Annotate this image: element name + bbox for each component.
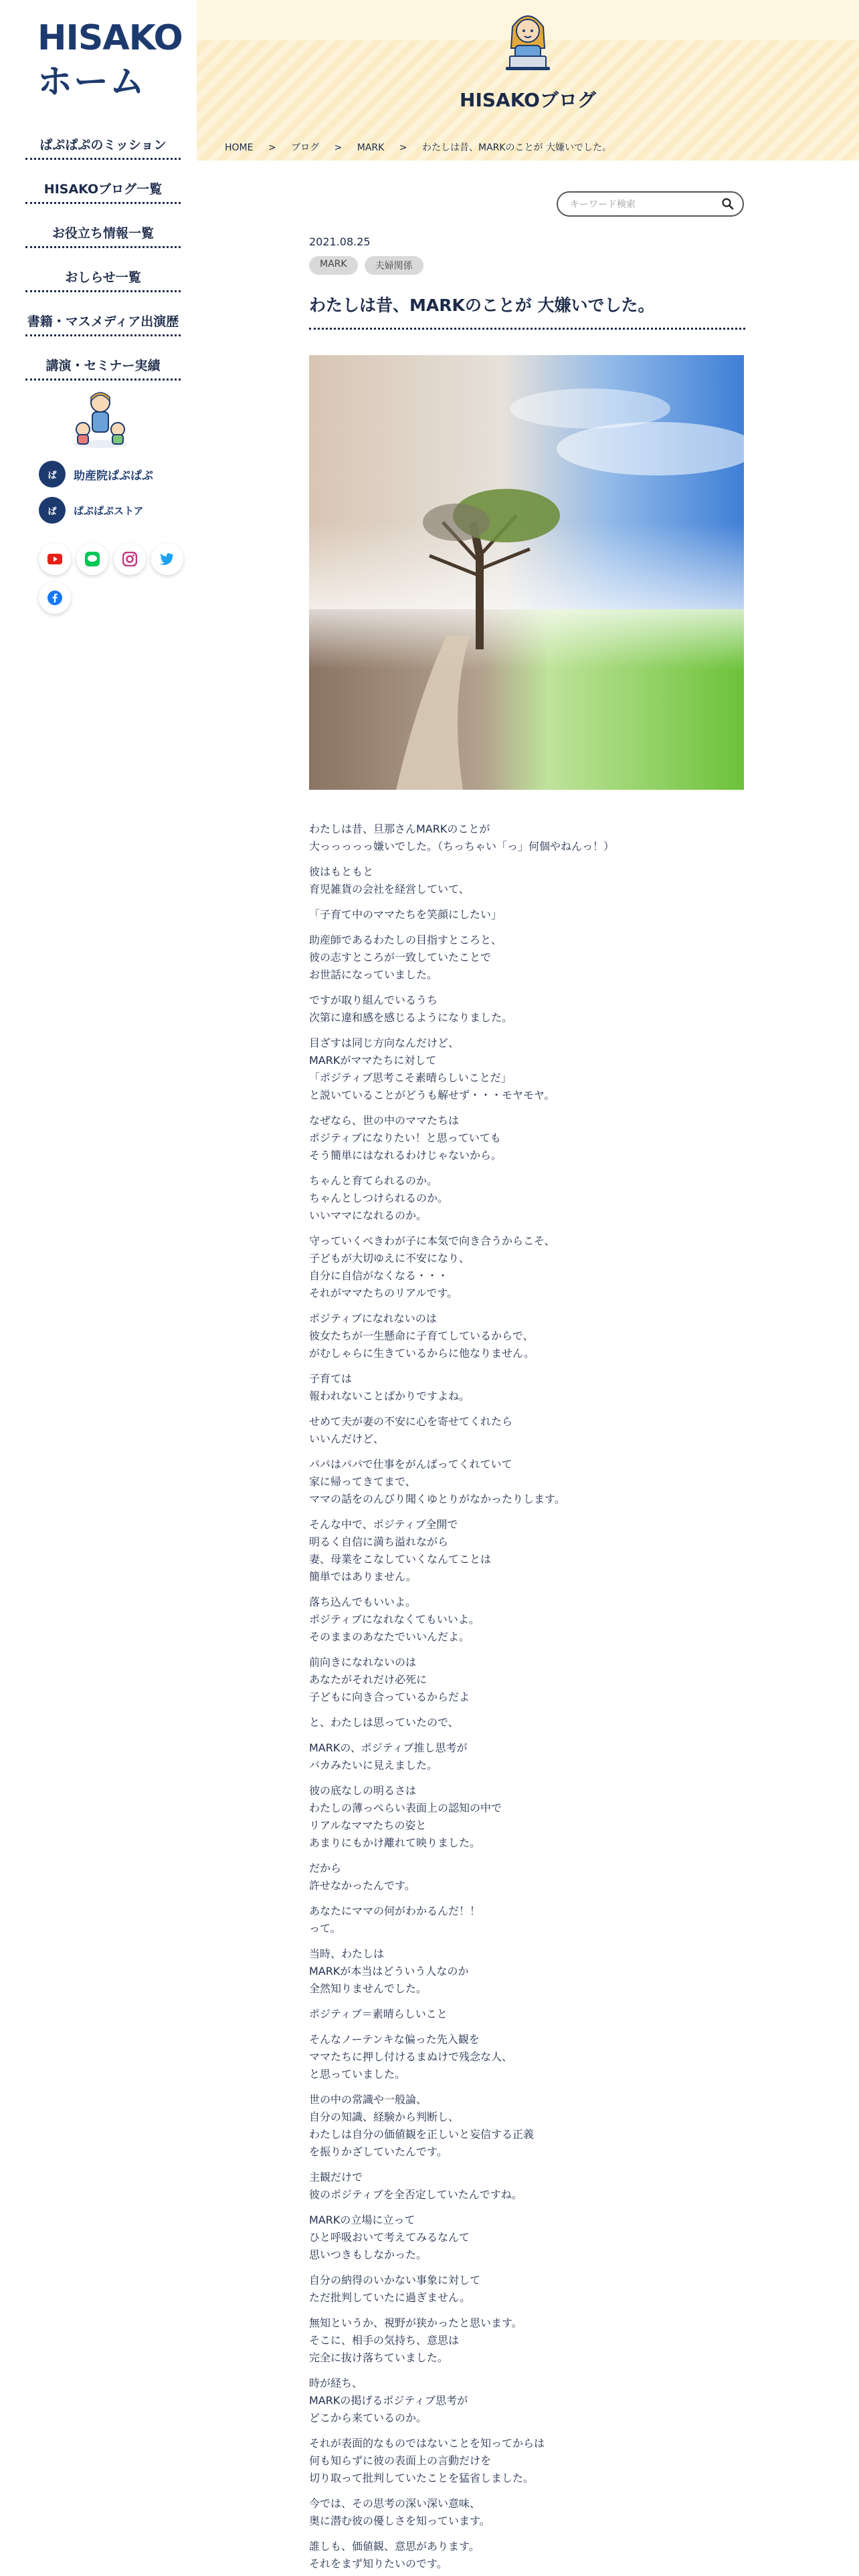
article-paragraph: ですが取り組んでいるうち 次第に違和感を感じるようになりました。	[309, 993, 513, 1024]
line-icon[interactable]	[76, 543, 108, 575]
article-paragraph: 自分の納得のいかない事象に対して ただ批判していたに過ぎません。	[309, 2273, 481, 2304]
sidebar-item-news[interactable]	[25, 263, 181, 308]
papupapu-logo-icon: ぱ	[39, 461, 66, 488]
article-paragraph: と、わたしは思っていたので、	[309, 1715, 459, 1729]
papupapu-store-icon: ぱ	[39, 497, 66, 524]
breadcrumb-current: わたしは昔、MARKのことが 大嫌いでした。	[421, 142, 611, 153]
article-paragraph: 子育ては 報われないことばかりですよね。	[309, 1372, 470, 1402]
mascot-family-illustration	[67, 388, 134, 449]
tag-marriage[interactable]: 夫婦関係	[365, 256, 423, 275]
article-paragraph: だから 許せなかったんです。	[309, 1861, 415, 1892]
article-paragraph: せめて夫が妻の不安に心を寄せてくれたら いいんだけど、	[309, 1414, 513, 1445]
article-title: わたしは昔、MARKのことが 大嫌いでした。	[309, 295, 745, 330]
search-icon[interactable]	[721, 197, 735, 211]
article-paragraph: 主観だけで 彼のポジティブを全否定していたんですね。	[309, 2170, 522, 2201]
twitter-icon[interactable]	[151, 543, 183, 575]
article	[309, 235, 745, 2576]
sidebar-item-label: 講演・セミナー実績	[45, 358, 161, 373]
post-date: 2021.08.25	[309, 235, 371, 248]
article-paragraph: 目ざすは同じ方向なんだけど、 MARKがママたちに対して 「ポジティブ思考こそ素晴らしいことだ」 と説いていることがどうも解せず・・・モヤモヤ。	[309, 1036, 555, 1101]
article-paragraph: ポジティブになれないのは 彼女たちが一生懸命に子育てしているからで、 がむしゃらに生きているからに他なりません。	[309, 1311, 535, 1360]
article-paragraph: 今では、その思考の深い深い意味、 奥に潜む彼の優しさを知っています。	[309, 2496, 490, 2527]
hero-image-tree-dry-vs-green	[309, 355, 744, 790]
article-paragraph: MARKの立場に立って ひと呼吸おいて考えてみるなんて 思いつきもしなかった。	[309, 2213, 470, 2261]
sidebar-item-label: お役立ち情報一覧	[52, 226, 154, 241]
article-paragraph: MARKの、ポジティブ推し思考が バカみたいに見えました。	[309, 1741, 468, 1772]
article-paragraph: 前向きになれないのは あなたがそれだけ必死に 子どもに向き合っているからだよ	[309, 1655, 470, 1703]
sidebar-item-label: ぱぷぱぷのミッション	[39, 138, 167, 152]
sidebar-item-label: おしらせ一覧	[65, 270, 141, 285]
breadcrumb-home[interactable]: HOME	[225, 142, 254, 153]
article-paragraph: 彼はもともと 育児雑貨の会社を経営していて、	[309, 865, 470, 895]
sidebar-item-useful-info[interactable]	[25, 219, 181, 263]
breadcrumb-blog[interactable]: ブログ	[291, 142, 320, 153]
sidebar-item-mission[interactable]	[25, 131, 181, 175]
article-body	[309, 821, 745, 2573]
facebook-icon[interactable]	[39, 582, 71, 614]
article-paragraph: あなたにママの何がわかるんだ！！ って。	[309, 1904, 481, 1935]
article-paragraph: 落ち込んでもいいよ。 ポジティブになれなくてもいいよ。 そのままのあなたでいいんだよ。	[309, 1595, 480, 1643]
logo-text-line1: HISAKO	[37, 18, 183, 58]
sidebar-item-label: 書籍・マスメディア出演歴	[27, 314, 179, 329]
article-paragraph: なぜなら、世の中のママたちは ポジティブになりたい！と思っていても そう簡単にはなれるわけじゃないから。	[309, 1113, 502, 1162]
article-paragraph: 時が経ち、 MARKの掲げるポジティブ思考が どこから来ているのか。	[309, 2376, 468, 2424]
post-tags	[309, 256, 745, 275]
article-paragraph: ちゃんと育てられるのか。 ちゃんとしつけられるのか。 いいママになれるのか。	[309, 1174, 449, 1222]
logo-text-line2: ホーム	[37, 62, 147, 102]
instagram-icon[interactable]	[114, 543, 146, 575]
article-paragraph: それが表面的なものではないことを知ってからは 何も知らずに彼の表面上の言動だけを 切り取って批判していたことを猛省しました。	[309, 2436, 545, 2484]
sidebar-item-blog-list[interactable]	[25, 175, 181, 219]
article-paragraph: そんなノーテンキな偏った先入観を ママたちに押し付けるまぬけで残念な人、 と思っていました。	[309, 2032, 513, 2080]
article-paragraph: 世の中の常識や一般論、 自分の知識、経験から判断し、 わたしは自分の価値観を正しいと妄信する正義 を振りかざしていたんです。	[309, 2092, 535, 2158]
article-paragraph: わたしは昔、旦那さんMARKのことが 大っっっっっ嫌いでした。（ちっちゃい「っ」何個やねんっ！）	[309, 822, 615, 853]
breadcrumb-separator: >	[334, 142, 343, 153]
article-paragraph: 助産師であるわたしの目指すところと、 彼の志すところが一致していたことで お世話になっていました。	[309, 933, 502, 981]
site-logo[interactable]	[37, 16, 183, 104]
sidebar-item-label: HISAKOブログ一覧	[43, 182, 163, 197]
sidebar	[0, 0, 197, 2576]
page-header	[197, 0, 859, 160]
article-paragraph: 彼の底なしの明るさは わたしの薄っぺらい表面上の認知の中で リアルなママたちの姿と あまりにもかけ離れて映りました。	[309, 1784, 502, 1849]
breadcrumb-mark[interactable]: MARK	[357, 142, 385, 153]
tag-mark[interactable]: MARK	[309, 256, 358, 275]
breadcrumb-separator: >	[399, 142, 407, 153]
breadcrumb	[225, 140, 611, 154]
article-paragraph: 「子育て中のママたちを笑顔にしたい」	[309, 907, 502, 921]
search-input[interactable]	[570, 197, 717, 213]
article-paragraph: ポジティブ＝素晴らしいこと	[309, 2007, 448, 2020]
papupapu-clinic-link[interactable]	[39, 460, 179, 488]
sidebar-item-media[interactable]	[25, 308, 181, 352]
side-link-label: 助産院ぱぷぱぷ	[74, 469, 153, 483]
side-link-label: ぱぷぱぷストア	[74, 504, 144, 517]
breadcrumb-separator: >	[268, 142, 276, 153]
youtube-icon[interactable]	[39, 543, 71, 575]
article-paragraph: パパはパパで仕事をがんばってくれていて 家に帰ってきてまで、 ママの話をのんびり聞くゆとりがなかったりします。	[309, 1457, 565, 1505]
page-title: HISAKOブログ	[460, 89, 596, 111]
search-box	[557, 191, 744, 217]
article-paragraph: 当時、わたしは MARKが本当はどういう人なのか 全然知りませんでした。	[309, 1947, 469, 1995]
article-paragraph: 誰しも、価値観、意思があります。 それをまず知りたいのです。	[309, 2539, 480, 2570]
article-paragraph: そんな中で、ポジティブ全開で 明るく自信に満ち溢れながら 妻、母業をこなしていくなんてことは 簡単ではありません。	[309, 1517, 492, 1583]
article-paragraph: 無知というか、視野が狭かったと思います。 そこに、相手の気持ち、意思は 完全に抜け落ちていました。	[309, 2316, 522, 2364]
article-paragraph: 守っていくべきわが子に本気で向き合うからこそ、 子どもが大切ゆえに不安になり、 自分に自信がなくなる・・・ それがママたちのリアルです。	[309, 1234, 555, 1299]
mascot-laptop-illustration	[498, 7, 558, 74]
sidebar-nav	[25, 131, 181, 396]
papupapu-store-link[interactable]	[39, 496, 179, 524]
